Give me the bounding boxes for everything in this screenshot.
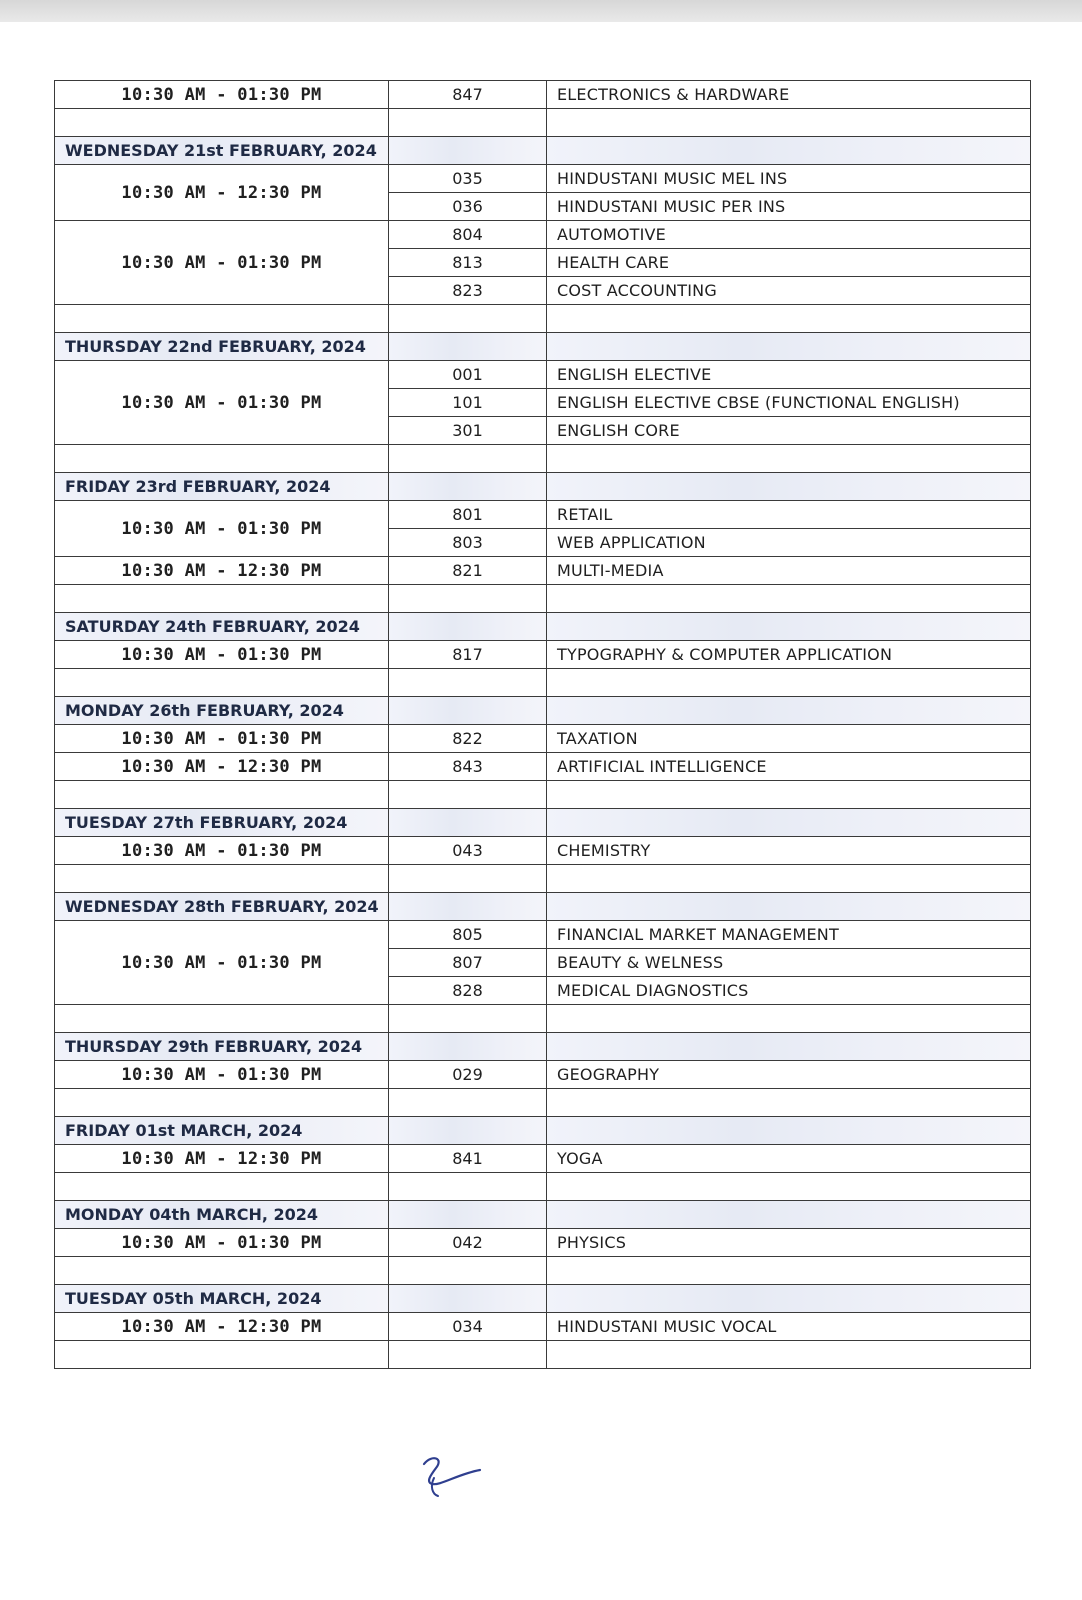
empty-cell [55,781,389,809]
subject-code: 847 [389,81,547,109]
exam-time: 10:30 AM - 01:30 PM [55,1061,389,1089]
subject-code: 805 [389,921,547,949]
subject-name: PHYSICS [547,1229,1031,1257]
subject-row [55,921,1031,949]
subject-name: ARTIFICIAL INTELLIGENCE [547,753,1031,781]
viewer-top-bar [0,0,1082,22]
date-header-row [55,1033,1031,1061]
subject-code: 043 [389,837,547,865]
empty-cell [389,809,547,837]
subject-row [55,221,1031,249]
empty-cell [389,1257,547,1285]
empty-cell [547,1285,1031,1313]
spacer-row [55,865,1031,893]
subject-name: GEOGRAPHY [547,1061,1031,1089]
exam-time: 10:30 AM - 01:30 PM [55,221,389,305]
subject-code: 807 [389,949,547,977]
subject-name: BEAUTY & WELNESS [547,949,1031,977]
subject-code: 843 [389,753,547,781]
empty-cell [389,137,547,165]
date-header-row [55,333,1031,361]
empty-cell [55,1173,389,1201]
exam-time: 10:30 AM - 01:30 PM [55,921,389,1005]
empty-cell [389,473,547,501]
exam-time: 10:30 AM - 01:30 PM [55,501,389,557]
empty-cell [389,445,547,473]
empty-cell [389,781,547,809]
subject-row [55,641,1031,669]
empty-cell [55,305,389,333]
subject-code: 301 [389,417,547,445]
subject-code: 821 [389,557,547,585]
exam-time: 10:30 AM - 12:30 PM [55,557,389,585]
subject-row [55,81,1031,109]
subject-code: 803 [389,529,547,557]
exam-schedule-table [54,80,1031,1369]
empty-cell [389,109,547,137]
subject-name: TAXATION [547,725,1031,753]
subject-name: COST ACCOUNTING [547,277,1031,305]
empty-cell [389,865,547,893]
exam-date: WEDNESDAY 21st FEBRUARY, 2024 [55,137,389,165]
empty-cell [547,137,1031,165]
empty-cell [55,1005,389,1033]
exam-date: FRIDAY 01st MARCH, 2024 [55,1117,389,1145]
subject-code: 804 [389,221,547,249]
empty-cell [55,1257,389,1285]
empty-cell [389,1117,547,1145]
empty-cell [55,109,389,137]
empty-cell [389,893,547,921]
exam-date: THURSDAY 29th FEBRUARY, 2024 [55,1033,389,1061]
subject-name: ENGLISH ELECTIVE [547,361,1031,389]
subject-name: ELECTRONICS & HARDWARE [547,81,1031,109]
empty-cell [547,1201,1031,1229]
exam-date: THURSDAY 22nd FEBRUARY, 2024 [55,333,389,361]
subject-row [55,501,1031,529]
subject-row [55,165,1031,193]
spacer-row [55,585,1031,613]
empty-cell [389,1173,547,1201]
empty-cell [55,669,389,697]
empty-cell [547,697,1031,725]
subject-code: 101 [389,389,547,417]
exam-time: 10:30 AM - 01:30 PM [55,81,389,109]
empty-cell [389,1285,547,1313]
subject-code: 029 [389,1061,547,1089]
exam-date: TUESDAY 27th FEBRUARY, 2024 [55,809,389,837]
subject-name: RETAIL [547,501,1031,529]
subject-name: HINDUSTANI MUSIC PER INS [547,193,1031,221]
subject-code: 813 [389,249,547,277]
subject-name: WEB APPLICATION [547,529,1031,557]
empty-cell [55,585,389,613]
subject-code: 822 [389,725,547,753]
empty-cell [547,613,1031,641]
empty-cell [389,669,547,697]
subject-row [55,753,1031,781]
subject-code: 841 [389,1145,547,1173]
subject-name: ENGLISH CORE [547,417,1031,445]
subject-code: 823 [389,277,547,305]
subject-row [55,557,1031,585]
subject-name: ENGLISH ELECTIVE CBSE (FUNCTIONAL ENGLISH) [547,389,1031,417]
subject-code: 828 [389,977,547,1005]
spacer-row [55,1005,1031,1033]
subject-row [55,725,1031,753]
date-header-row [55,697,1031,725]
exam-time: 10:30 AM - 01:30 PM [55,725,389,753]
exam-time: 10:30 AM - 01:30 PM [55,641,389,669]
empty-cell [547,1257,1031,1285]
empty-cell [547,781,1031,809]
subject-row [55,1313,1031,1341]
empty-cell [389,1005,547,1033]
date-header-row [55,809,1031,837]
empty-cell [389,333,547,361]
empty-cell [547,473,1031,501]
date-header-row [55,893,1031,921]
subject-name: FINANCIAL MARKET MANAGEMENT [547,921,1031,949]
empty-cell [547,585,1031,613]
exam-time: 10:30 AM - 01:30 PM [55,837,389,865]
date-header-row [55,137,1031,165]
spacer-row [55,305,1031,333]
subject-name: HEALTH CARE [547,249,1031,277]
empty-cell [389,1033,547,1061]
empty-cell [547,305,1031,333]
spacer-row [55,1257,1031,1285]
subject-code: 042 [389,1229,547,1257]
exam-time: 10:30 AM - 12:30 PM [55,1145,389,1173]
spacer-row [55,669,1031,697]
spacer-row [55,109,1031,137]
empty-cell [547,1089,1031,1117]
spacer-row [55,445,1031,473]
empty-cell [547,893,1031,921]
subject-code: 001 [389,361,547,389]
exam-date: MONDAY 26th FEBRUARY, 2024 [55,697,389,725]
empty-cell [547,445,1031,473]
subject-name: MEDICAL DIAGNOSTICS [547,977,1031,1005]
spacer-row [55,781,1031,809]
empty-cell [389,1201,547,1229]
empty-cell [389,1089,547,1117]
signature-initial [418,1452,488,1502]
spacer-row [55,1341,1031,1369]
empty-cell [389,613,547,641]
schedule-body [55,81,1031,1369]
subject-name: HINDUSTANI MUSIC VOCAL [547,1313,1031,1341]
subject-name: CHEMISTRY [547,837,1031,865]
subject-row [55,361,1031,389]
exam-date: MONDAY 04th MARCH, 2024 [55,1201,389,1229]
exam-time: 10:30 AM - 01:30 PM [55,1229,389,1257]
spacer-row [55,1173,1031,1201]
exam-time: 10:30 AM - 12:30 PM [55,1313,389,1341]
exam-date: WEDNESDAY 28th FEBRUARY, 2024 [55,893,389,921]
empty-cell [547,669,1031,697]
subject-row [55,1229,1031,1257]
date-header-row [55,1201,1031,1229]
subject-name: YOGA [547,1145,1031,1173]
empty-cell [55,865,389,893]
subject-name: HINDUSTANI MUSIC MEL INS [547,165,1031,193]
exam-date: TUESDAY 05th MARCH, 2024 [55,1285,389,1313]
empty-cell [389,1341,547,1369]
subject-name: AUTOMOTIVE [547,221,1031,249]
empty-cell [547,333,1031,361]
empty-cell [547,1005,1031,1033]
subject-code: 036 [389,193,547,221]
subject-code: 034 [389,1313,547,1341]
date-header-row [55,1285,1031,1313]
empty-cell [547,1173,1031,1201]
subject-code: 035 [389,165,547,193]
empty-cell [389,697,547,725]
subject-row [55,1145,1031,1173]
subject-name: TYPOGRAPHY & COMPUTER APPLICATION [547,641,1031,669]
date-header-row [55,613,1031,641]
subject-name: MULTI-MEDIA [547,557,1031,585]
empty-cell [547,809,1031,837]
empty-cell [547,1033,1031,1061]
empty-cell [389,305,547,333]
exam-date: SATURDAY 24th FEBRUARY, 2024 [55,613,389,641]
empty-cell [547,865,1031,893]
subject-code: 801 [389,501,547,529]
spacer-row [55,1089,1031,1117]
empty-cell [55,1089,389,1117]
subject-row [55,1061,1031,1089]
exam-date: FRIDAY 23rd FEBRUARY, 2024 [55,473,389,501]
empty-cell [55,445,389,473]
subject-code: 817 [389,641,547,669]
empty-cell [55,1341,389,1369]
empty-cell [547,1341,1031,1369]
exam-time: 10:30 AM - 12:30 PM [55,753,389,781]
empty-cell [389,585,547,613]
subject-row [55,837,1031,865]
empty-cell [547,1117,1031,1145]
exam-time: 10:30 AM - 12:30 PM [55,165,389,221]
exam-time: 10:30 AM - 01:30 PM [55,361,389,445]
empty-cell [547,109,1031,137]
date-header-row [55,473,1031,501]
date-header-row [55,1117,1031,1145]
